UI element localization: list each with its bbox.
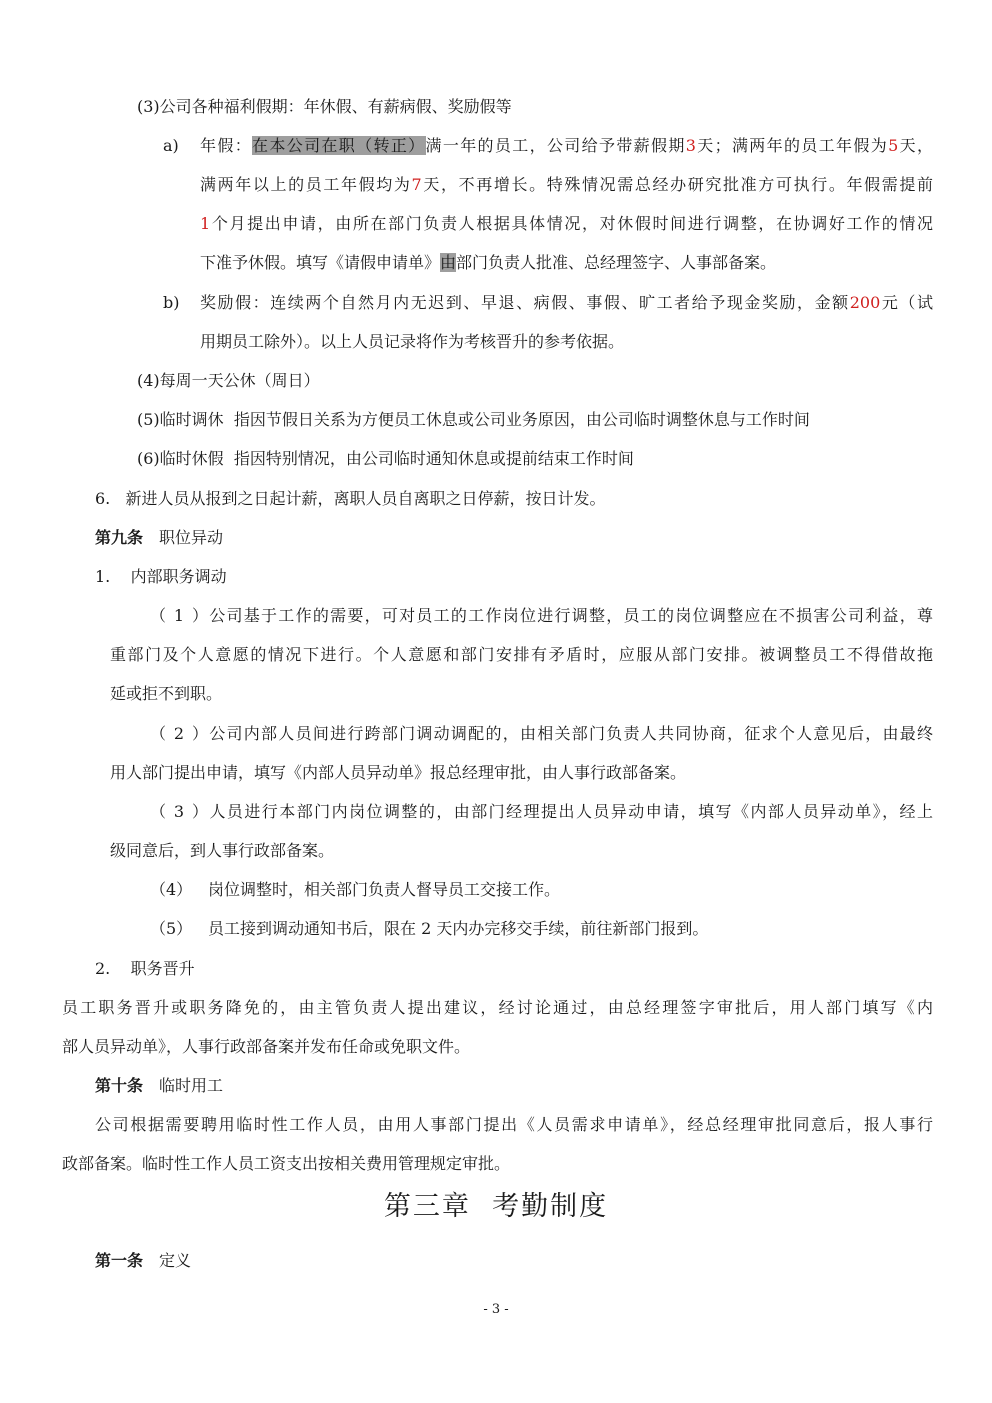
clause-1-line-3: 延或拒不到职。 — [110, 684, 223, 703]
clause-1-line-1: （1）公司基于工作的需要，可对员工的工作岗位进行调整，员工的岗位调整应在不损害公司利益，尊 — [150, 606, 933, 625]
temp-staff-line-2: 政部备案。临时性工作人员工资支出按相关费用管理规定审批。 — [62, 1154, 511, 1173]
temp-staff-line-1: 公司根据需要聘用临时性工作人员，由用人事部门提出《人员需求申请单》，经总经理审批同意后，报人事行 — [95, 1115, 933, 1134]
promotion-line-2: 部人员异动单》，人事行政部备案并发布任命或免职文件。 — [62, 1037, 471, 1056]
clause-5: （5） 员工接到调动通知书后，限在 2 天内办完移交手续，前往新部门报到。 — [150, 919, 709, 938]
clause-3-line-1: （3）人员进行本部门内岗位调整的，由部门经理提出人员异动申请，填写《内部人员异动单》，经上 — [150, 802, 933, 821]
days-value: 3 — [685, 136, 696, 155]
clause-1-line-2: 重部门及个人意愿的情况下进行。个人意愿和部门安排有矛盾时，应服从部门安排。被调整员工不得借故拖 — [110, 645, 933, 664]
days-value: 5 — [888, 136, 899, 155]
clause-2-line-2: 用人部门提出申请，填写《内部人员异动单》报总经理审批，由人事行政部备案。 — [110, 763, 687, 782]
article-10-heading — [95, 1075, 223, 1097]
article-1-title: 第一条 — [95, 1251, 144, 1270]
item-5: (5)临时调休 指因节假日关系为方便员工休息或公司业务原因，由公司临时调整休息与工作时间 — [137, 410, 810, 429]
section-1-heading: 1. 内部职务调动 — [95, 567, 227, 586]
item-b-marker: b) — [163, 293, 180, 312]
days-value: 7 — [411, 175, 422, 194]
reward-leave-line-1: 奖励假：连续两个自然月内无迟到、早退、病假、事假、旷工者给予现金奖励，金额200元（试 — [200, 293, 933, 312]
article-1-name: 定义 — [159, 1251, 192, 1270]
article-9-heading — [95, 527, 223, 549]
annual-leave-line-2: 满两年以上的员工年假均为7天，不再增长。特殊情况需总经办研究批准方可执行。年假需提前 — [200, 175, 933, 194]
article-1-heading — [95, 1250, 191, 1272]
item-6-salary: 6. 新进人员从报到之日起计薪，离职人员自离职之日停薪，按日计发。 — [95, 489, 606, 508]
article-10-name: 临时用工 — [159, 1076, 224, 1095]
annual-leave-line-4: 下准予休假。填写《请假申请单》由部门负责人批准、总经理签字、人事部备案。 — [200, 253, 777, 272]
annual-leave-line-3: 1个月提出申请，由所在部门负责人根据具体情况，对休假时间进行调整，在协调好工作的情况 — [200, 214, 933, 233]
reward-leave-line-2: 用期员工除外）。以上人员记录将作为考核晋升的参考依据。 — [200, 332, 625, 351]
amount-value: 200 — [849, 293, 881, 312]
promotion-line-1: 员工职务晋升或职务降免的，由主管负责人提出建议，经讨论通过，由总经理签字审批后，用人部门填写《内 — [62, 998, 933, 1017]
chapter-heading: 第三章 考勤制度 — [383, 1191, 609, 1222]
article-9-title: 第九条 — [95, 528, 144, 547]
item-a-marker: a) — [163, 136, 179, 155]
item-4: (4)每周一天公休（周日） — [137, 371, 320, 390]
highlighted-text: 在本公司在职（转正） — [252, 136, 426, 155]
clause-3-line-2: 级同意后，到人事行政部备案。 — [110, 841, 335, 860]
page-number: - 3 - — [483, 1302, 509, 1317]
annual-leave-line-1: 年假：在本公司在职（转正）满一年的员工，公司给予带薪假期3天；满两年的员工年假为5天， — [200, 136, 933, 155]
months-value: 1 — [200, 214, 211, 233]
leave-types-header: (3)公司各种福利假期：年休假、有薪病假、奖励假等 — [137, 97, 512, 116]
item-6: (6)临时休假 指因特别情况，由公司临时通知休息或提前结束工作时间 — [137, 449, 634, 468]
article-10-title: 第十条 — [95, 1076, 144, 1095]
article-9-name: 职位异动 — [159, 528, 224, 547]
section-2-heading: 2. 职务晋升 — [95, 959, 195, 978]
highlighted-text: 由 — [440, 253, 457, 272]
clause-4: （4） 岗位调整时，相关部门负责人督导员工交接工作。 — [150, 880, 561, 899]
clause-2-line-1: （2）公司内部人员间进行跨部门调动调配的，由相关部门负责人共同协商，征求个人意见后，由最终 — [150, 724, 933, 743]
